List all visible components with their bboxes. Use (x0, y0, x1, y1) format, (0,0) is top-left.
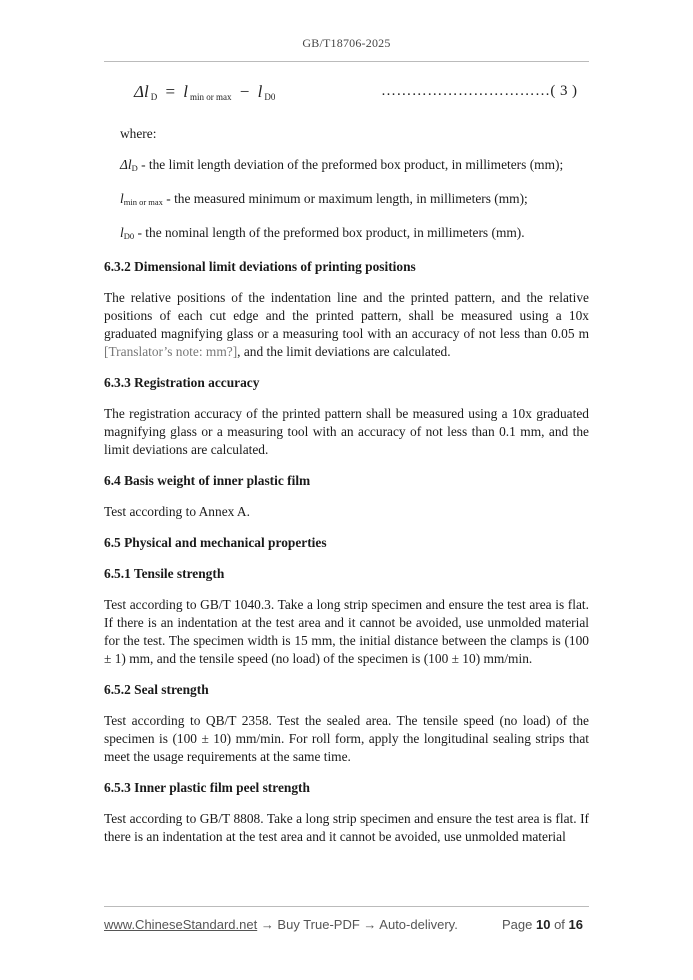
definition-item (104, 190, 589, 211)
equation-number: ……………………………( 3 ) (381, 83, 578, 99)
formula-lhs: Δl (134, 82, 149, 101)
definition-text: - the limit length deviation of the preformed box product, in millimeters (mm); (137, 157, 564, 172)
page-number: 10 (535, 917, 551, 932)
definition-symbol: l (120, 225, 124, 240)
section-heading-6-3-3: 6.3.3 Registration accuracy (104, 375, 260, 390)
header-divider (104, 61, 589, 62)
formula-3 (134, 82, 275, 102)
page-total: 16 (568, 917, 583, 932)
formula-term1: l (183, 82, 189, 101)
page-indicator (502, 917, 583, 932)
definition-symbol: l (120, 191, 124, 206)
definition-text: - the measured minimum or maximum length, in millimeters (mm); (162, 191, 528, 206)
where-label: where: (120, 126, 157, 141)
page-footer (104, 917, 589, 932)
footer-promo-text: → Buy True-PDF → Auto-delivery. (257, 917, 458, 932)
formula-term2: l (257, 82, 263, 101)
formula-term1-sub: min or max (190, 92, 232, 102)
section-heading-6-5: 6.5 Physical and mechanical properties (104, 535, 327, 550)
formula-term2-sub: D0 (264, 92, 276, 102)
section-text-6-5-3: Test according to GB/T 8808. Take a long strip specimen and ensure the test area is flat. If there is an indentation at the test area and it cannot be avoided, use unmolded material (104, 811, 589, 844)
section-text-6-3-2-tail: , and the limit deviations are calculated. (237, 344, 451, 359)
definition-subscript: min or max (123, 197, 163, 207)
definition-item (104, 224, 589, 245)
of-label: of (554, 917, 565, 932)
document-body (104, 117, 589, 846)
definition-symbol: Δl (120, 157, 132, 172)
footer-website-link[interactable]: www.ChineseStandard.net (104, 917, 258, 932)
page-label: Page (501, 917, 533, 932)
definition-item (104, 156, 589, 177)
section-heading-6-5-1: 6.5.1 Tensile strength (104, 566, 225, 581)
section-heading-6-5-2: 6.5.2 Seal strength (104, 682, 209, 697)
definition-subscript: D (131, 163, 138, 173)
section-text-6-4: Test according to Annex A. (104, 504, 250, 519)
section-heading-6-3-2: 6.3.2 Dimensional limit deviations of printing positions (104, 259, 416, 274)
definition-text: - the nominal length of the preformed box product, in millimeters (mm). (134, 225, 525, 240)
section-text-6-5-2: Test according to QB/T 2358. Test the sealed area. The tensile speed (no load) of the specimen is (100 ± 10) mm/min. For roll form, apply the longitudinal sealing strips that meet the usage requirements at the same time. (104, 713, 589, 764)
section-text-6-3-2 (104, 289, 589, 361)
footer-divider (104, 906, 589, 907)
formula-lhs-sub: D (150, 92, 158, 102)
formula-minus: − (239, 82, 250, 101)
formula-equals: = (165, 82, 176, 101)
translator-note: [Translator’s note: mm?] (104, 344, 238, 359)
section-text-6-3-2-body: The relative positions of the indentation line and the printed pattern, and the relative positions of each cut edge and the printed pattern, shall be measured using a 10x graduated magnifying glass or a measuring tool with an accuracy of not less than 0.05 m (104, 290, 589, 341)
definition-subscript: D0 (123, 231, 135, 241)
section-text-6-5-1: Test according to GB/T 1040.3. Take a long strip specimen and ensure the test area is flat. If there is an indentation at the test area and it cannot be avoided, use unmolded material for the test. The specimen width is 15 mm, the initial distance between the clamps is (100 ± 1) mm, and the tensile speed (no load) of the specimen is (100 ± 10) mm/min. (104, 597, 589, 666)
standard-code-header: GB/T18706-2025 (302, 36, 391, 50)
section-heading-6-5-3: 6.5.3 Inner plastic film peel strength (104, 780, 310, 795)
section-heading-6-4: 6.4 Basis weight of inner plastic film (104, 473, 311, 488)
section-text-6-3-3: The registration accuracy of the printed pattern shall be measured using a 10x graduated magnifying glass or a measuring tool with an accuracy of not less than 0.1 mm, and the limit deviations are calculated. (104, 406, 589, 457)
